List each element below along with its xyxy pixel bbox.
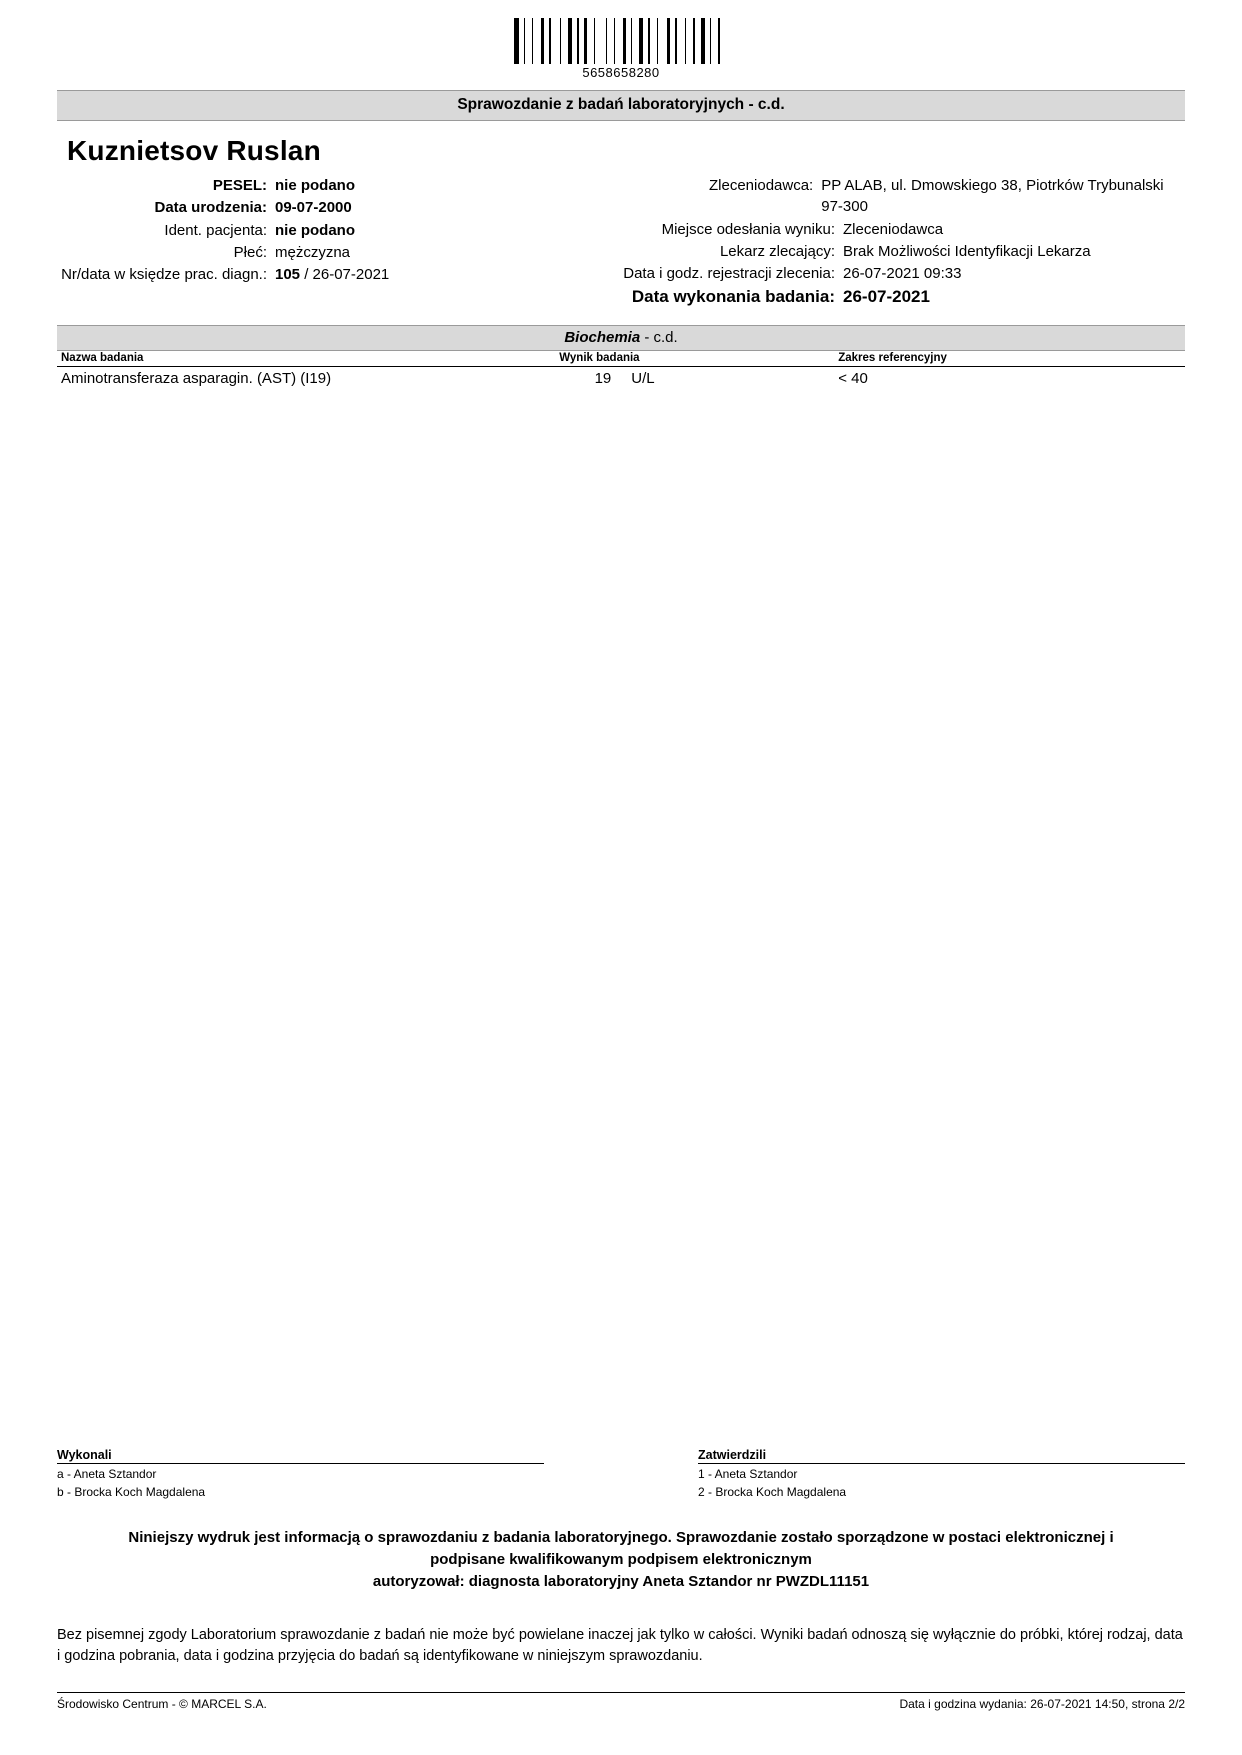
exam-date-value: 26-07-2021 [843,287,930,307]
ordering-doctor-label: Lekarz zlecający: [719,242,835,260]
footer-left: Środowisko Centrum - © MARCEL S.A. [57,1697,267,1711]
info-row [57,220,457,241]
approved-by-column [698,1448,1185,1500]
section-name: Biochemia [564,328,641,346]
column-header-reference: Zakres referencyjny [838,351,1185,367]
info-row [57,242,457,263]
info-grid [57,175,1185,311]
sex-value: mężczyzna [275,243,351,261]
info-row [545,219,1185,240]
test-unit: U/L [631,369,655,387]
footer-right: Data i godzina wydania: 26-07-2021 14:50, strona 2/2 [899,1697,1185,1711]
book-number-value: 105 / 26-07-2021 [275,266,390,284]
delivery-place-value: Zleceniodawca [843,220,944,238]
patient-ident-value: nie podano [275,221,355,239]
signature-block [57,1448,1185,1500]
disclaimer-text: Bez pisemnej zgody Laboratorium sprawozdanie z badań nie może być powielane inaczej jak tylko w całości. Wyniki badań odnoszą się wyłącznie do próbki, której rodzaj, data i godzina pobrania, data i godzina przyjęcia do badań są identyfikowane w niniejszym sprawozdaniu. [57,1627,1183,1665]
book-number-label: Nr/data w księdze prac. diagn.: [61,266,267,284]
barcode-block [57,0,1185,80]
performed-by-title: Wykonali [57,1448,544,1464]
registration-date-label: Data i godz. rejestracji zlecenia: [623,265,835,283]
barcode-image [514,18,727,64]
page-footer [57,1692,1185,1711]
results-table [57,351,1185,390]
column-header-name: Nazwa badania [57,351,559,367]
test-name: Aminotransferaza asparagin. (AST) (I19) [61,369,332,387]
test-value: 19 [594,369,612,387]
performed-by-line: b - Brocka Koch Magdalena [57,1485,206,1500]
pesel-label: PESEL: [212,177,267,194]
order-info [545,175,1185,311]
birthdate-label: Data urodzenia: [154,199,267,217]
approved-by-line: 2 - Brocka Koch Magdalena [698,1485,847,1500]
exam-date-label: Data wykonania badania: [631,287,835,307]
barcode-number: 5658658280 [582,65,660,80]
info-row [545,285,1185,309]
sex-label: Płeć: [233,243,267,261]
legal-line-1: Niniejszy wydruk jest informacją o sprawozdaniu z badania laboratoryjnego. Sprawozdanie zostało sporządzone w postaci elektronicznej i [128,1529,1114,1546]
performed-by-line: a - Aneta Sztandor [57,1467,157,1481]
patient-ident-label: Ident. pacjenta: [164,221,267,239]
patient-info [57,175,457,286]
birthdate-value: 09-07-2000 [275,199,352,217]
ordering-doctor-value: Brak Możliwości Identyfikacji Lekarza [843,242,1091,260]
info-row [57,197,457,218]
table-header-row [57,351,1185,367]
info-row [545,175,1185,218]
column-header-result: Wynik badania [559,351,838,367]
orderer-value: PP ALAB, ul. Dmowskiego 38, Piotrków Trybunalski 97-300 [821,177,1164,216]
orderer-label: Zleceniodawca: [709,177,814,194]
legal-note [57,1527,1185,1592]
performed-by-column [57,1448,544,1500]
test-result [559,366,838,390]
section-suffix: - c.d. [640,328,678,346]
info-row [57,264,457,285]
legal-line-2: podpisane kwalifikowanym podpisem elektronicznym [430,1550,812,1568]
test-reference: < 40 [838,369,868,387]
info-row [545,241,1185,262]
table-row [57,366,1185,390]
registration-date-value: 26-07-2021 09:33 [843,265,962,283]
approved-by-line: 1 - Aneta Sztandor [698,1467,798,1481]
info-row [545,263,1185,284]
approved-by-title: Zatwierdzili [698,1448,1185,1464]
section-header [57,325,1185,351]
patient-name: Kuznietsov Ruslan [67,135,321,166]
info-row [57,175,457,196]
pesel-value: nie podano [275,177,355,194]
legal-line-3: autoryzował: diagnosta laboratoryjny Aneta Sztandor nr PWZDL11151 [372,1572,870,1590]
delivery-place-label: Miejsce odesłania wyniku: [661,220,835,238]
report-title: Sprawozdanie z badań laboratoryjnych - c.d. [57,90,1185,121]
